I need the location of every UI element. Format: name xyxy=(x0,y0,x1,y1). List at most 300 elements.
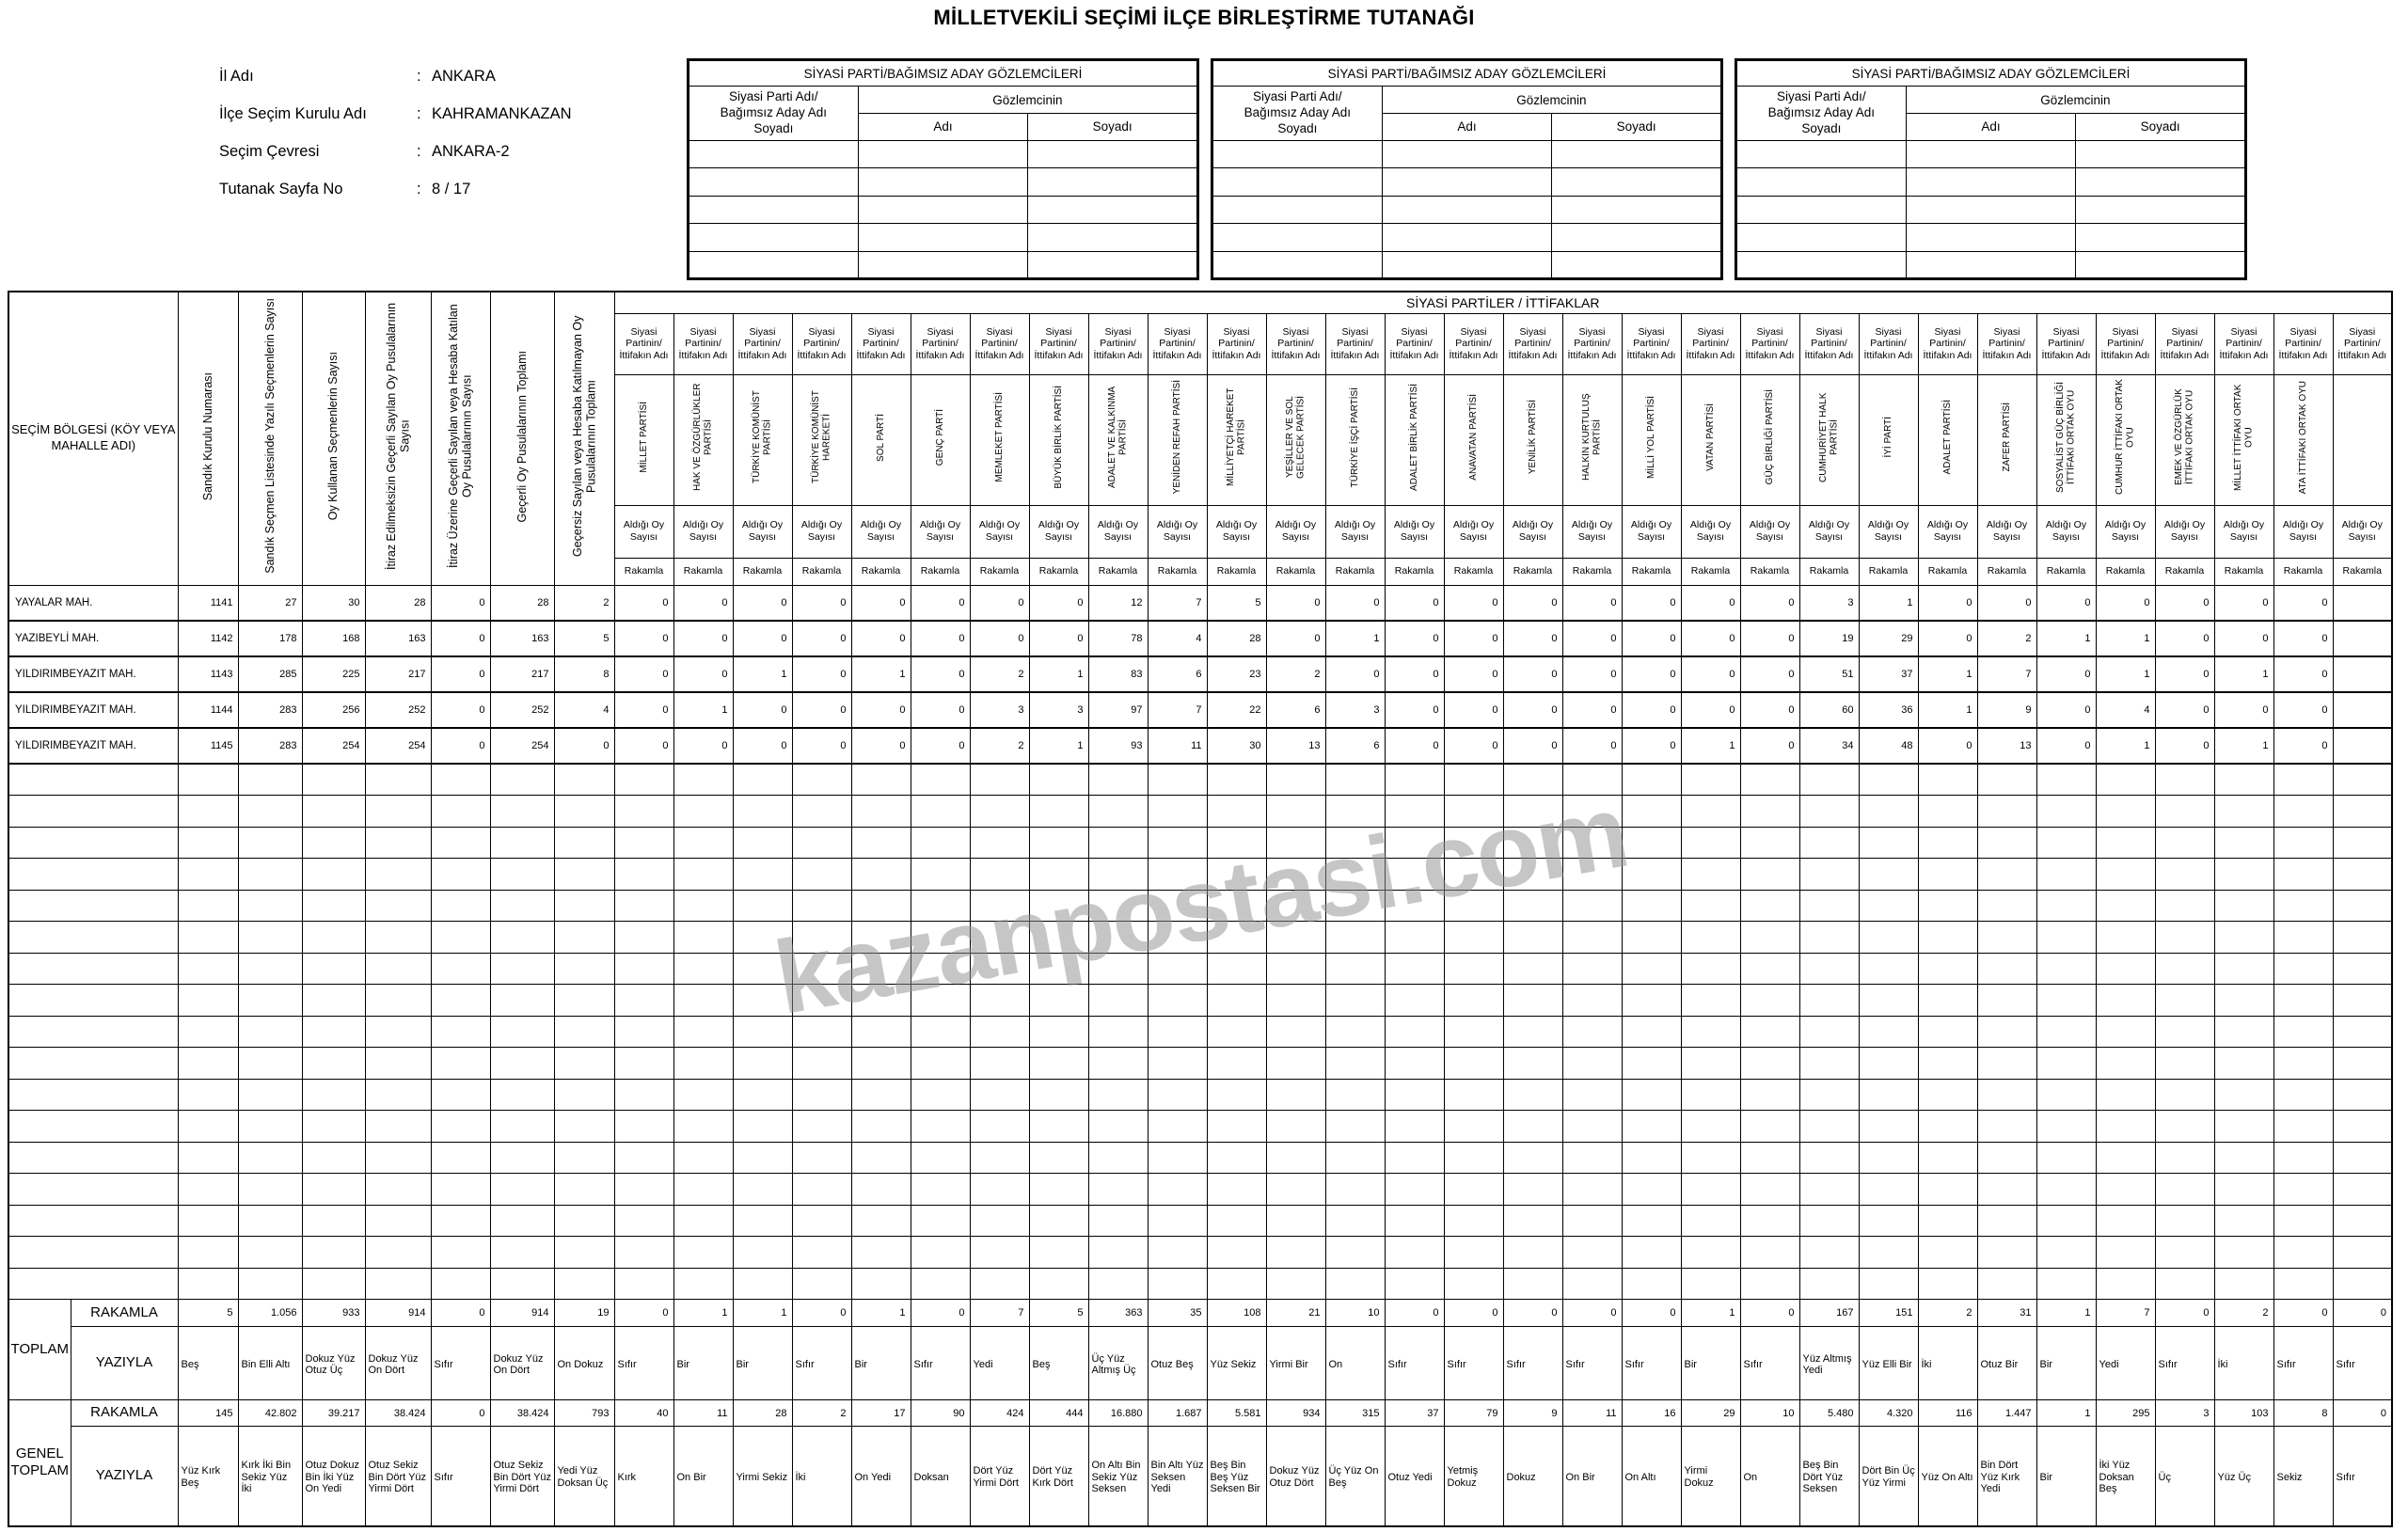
party-name: YENİLİK PARTİSİ xyxy=(1503,374,1562,505)
empty-vote-cell xyxy=(2333,827,2392,859)
empty-stat-cell xyxy=(302,1048,365,1080)
empty-stat-cell xyxy=(554,859,614,891)
empty-vote-cell xyxy=(1918,859,1977,891)
empty-vote-cell xyxy=(1385,827,1444,859)
empty-vote-cell xyxy=(1562,859,1622,891)
empty-vote-cell xyxy=(1148,985,1207,1017)
empty-stat-cell xyxy=(554,1268,614,1300)
empty-vote-cell xyxy=(792,1268,851,1300)
header-info xyxy=(219,68,572,218)
empty-vote-cell xyxy=(1029,1174,1088,1206)
empty-vote-cell xyxy=(1740,985,1799,1017)
empty-stat-cell xyxy=(238,985,302,1017)
party-name: CUMHURİYET HALK PARTİSİ xyxy=(1799,374,1859,505)
votes-received-header: Aldığı Oy Sayısı xyxy=(2214,505,2273,558)
vote-cell: 3 xyxy=(970,692,1029,728)
votes-received-header: Aldığı Oy Sayısı xyxy=(1148,505,1207,558)
party-name: MİLLİYETÇİ HAREKET PARTİSİ xyxy=(1207,374,1266,505)
empty-vote-cell xyxy=(1977,1142,2036,1174)
empty-vote-cell xyxy=(2214,1237,2273,1269)
empty-vote-cell xyxy=(1622,1079,1681,1111)
empty-vote-cell xyxy=(1148,1174,1207,1206)
empty-vote-cell xyxy=(1740,1142,1799,1174)
toplam-vote-number: 0 xyxy=(2273,1300,2333,1327)
vote-cell: 1 xyxy=(1029,656,1088,692)
vote-cell: 0 xyxy=(2036,656,2096,692)
empty-row-name xyxy=(8,1205,178,1237)
empty-vote-cell xyxy=(792,1016,851,1048)
genel-toplam-vote-number: 17 xyxy=(851,1400,911,1427)
observer-cell-first-name xyxy=(1906,224,2076,251)
stat-cell: 283 xyxy=(238,728,302,764)
empty-vote-cell xyxy=(2214,985,2273,1017)
observer-cell-last-name xyxy=(1552,141,1722,168)
empty-vote-cell xyxy=(2273,796,2333,828)
empty-vote-cell xyxy=(614,1048,673,1080)
vote-cell: 97 xyxy=(1088,692,1148,728)
toplam-vote-number: 10 xyxy=(1325,1300,1385,1327)
empty-stat-cell xyxy=(178,890,238,922)
empty-vote-cell xyxy=(1740,859,1799,891)
empty-vote-cell xyxy=(2155,827,2214,859)
empty-vote-cell xyxy=(1681,1079,1740,1111)
empty-vote-cell xyxy=(733,1237,792,1269)
party-col-header: Siyasi Partinin/ İttifakın Adı xyxy=(673,313,733,374)
empty-stat-cell xyxy=(302,922,365,954)
observer-cell-first-name xyxy=(1906,168,2076,196)
empty-vote-cell xyxy=(1207,859,1266,891)
empty-vote-cell xyxy=(2036,1016,2096,1048)
genel-toplam-vote-number: 8 xyxy=(2273,1400,2333,1427)
empty-vote-cell xyxy=(1799,859,1859,891)
empty-vote-cell xyxy=(733,985,792,1017)
empty-stat-cell xyxy=(302,1174,365,1206)
empty-vote-cell xyxy=(970,1016,1029,1048)
empty-stat-cell xyxy=(490,764,554,796)
empty-vote-cell xyxy=(614,827,673,859)
empty-stat-cell xyxy=(365,859,431,891)
party-col-header: Siyasi Partinin/ İttifakın Adı xyxy=(1029,313,1088,374)
observer-cell-first-name xyxy=(1382,224,1552,251)
empty-vote-cell xyxy=(1622,764,1681,796)
vote-cell: 0 xyxy=(2155,728,2214,764)
empty-vote-cell xyxy=(851,1048,911,1080)
empty-vote-cell xyxy=(1799,796,1859,828)
empty-vote-cell xyxy=(1859,827,1918,859)
genel-toplam-vote-text: Üç Yüz On Beş xyxy=(1325,1427,1385,1526)
empty-vote-cell xyxy=(1859,985,1918,1017)
empty-vote-cell xyxy=(1562,1048,1622,1080)
empty-vote-cell xyxy=(1503,827,1562,859)
observer-cell-last-name xyxy=(1552,168,1722,196)
empty-vote-cell xyxy=(911,1205,970,1237)
empty-vote-cell xyxy=(970,1111,1029,1143)
empty-vote-cell xyxy=(1444,1016,1503,1048)
vote-cell: 0 xyxy=(2155,692,2214,728)
empty-stat-cell xyxy=(554,1079,614,1111)
empty-vote-cell xyxy=(1859,1048,1918,1080)
empty-vote-cell xyxy=(1385,1142,1444,1174)
empty-vote-cell xyxy=(2273,1174,2333,1206)
toplam-vote-text: Üç Yüz Altmış Üç xyxy=(1088,1327,1148,1400)
vote-cell: 0 xyxy=(1740,692,1799,728)
toplam-vote-text: Sıfır xyxy=(2273,1327,2333,1400)
empty-vote-cell xyxy=(2273,1016,2333,1048)
empty-vote-cell xyxy=(2155,1142,2214,1174)
empty-vote-cell xyxy=(1503,1048,1562,1080)
empty-vote-cell xyxy=(1977,764,2036,796)
party-col-header: Siyasi Partinin/ İttifakın Adı xyxy=(1799,313,1859,374)
toplam-vote-text: Yedi xyxy=(2096,1327,2155,1400)
vote-cell: 0 xyxy=(2155,585,2214,621)
empty-vote-cell xyxy=(1977,953,2036,985)
empty-vote-cell xyxy=(1740,953,1799,985)
empty-vote-cell xyxy=(1681,764,1740,796)
empty-stat-cell xyxy=(365,922,431,954)
genel-toplam-stat-number: 38.424 xyxy=(365,1400,431,1427)
empty-row-name xyxy=(8,1268,178,1300)
empty-vote-cell xyxy=(1977,1079,2036,1111)
vote-cell: 0 xyxy=(1444,728,1503,764)
empty-vote-cell xyxy=(1029,1079,1088,1111)
stat-cell: 2 xyxy=(554,585,614,621)
empty-vote-cell xyxy=(1622,922,1681,954)
empty-vote-cell xyxy=(614,1205,673,1237)
empty-stat-cell xyxy=(431,859,490,891)
empty-vote-cell xyxy=(911,1237,970,1269)
genel-toplam-vote-text: On Yedi xyxy=(851,1427,911,1526)
genel-toplam-vote-text: Dört Yüz Yirmi Dört xyxy=(970,1427,1029,1526)
main-table-host xyxy=(8,291,2393,1527)
col-header-invalid-total: Geçersiz Sayılan veya Hesaba Katılmayan Oy Pusulalarının Toplamı xyxy=(554,292,614,585)
empty-vote-cell xyxy=(2036,827,2096,859)
empty-vote-cell xyxy=(1681,796,1740,828)
empty-vote-cell xyxy=(792,922,851,954)
party-name: TÜRKİYE KOMÜNİST HAREKETİ xyxy=(792,374,851,505)
party-name: ADALET BİRLİK PARTİSİ xyxy=(1385,374,1444,505)
genel-toplam-vote-text: Sekiz xyxy=(2273,1427,2333,1526)
vote-cell: 11 xyxy=(1148,728,1207,764)
empty-stat-cell xyxy=(365,1016,431,1048)
observer-table-grid xyxy=(687,58,1199,280)
empty-vote-cell xyxy=(1029,1111,1088,1143)
empty-stat-cell xyxy=(431,1237,490,1269)
vote-cell: 0 xyxy=(1562,656,1622,692)
empty-vote-cell xyxy=(2214,827,2273,859)
toplam-vote-number: 0 xyxy=(1622,1300,1681,1327)
empty-vote-cell xyxy=(2214,1079,2273,1111)
empty-vote-cell xyxy=(2333,764,2392,796)
stat-cell: 27 xyxy=(238,585,302,621)
empty-vote-cell xyxy=(1207,1142,1266,1174)
empty-vote-cell xyxy=(1444,890,1503,922)
empty-vote-cell xyxy=(792,827,851,859)
empty-stat-cell xyxy=(490,827,554,859)
vote-cell: 22 xyxy=(1207,692,1266,728)
party-col-header: Siyasi Partinin/ İttifakın Adı xyxy=(1859,313,1918,374)
empty-vote-cell xyxy=(1088,1268,1148,1300)
vote-cell: 5 xyxy=(1207,585,1266,621)
rakamla-header: Rakamla xyxy=(1681,558,1740,585)
party-name: HAK VE ÖZGÜRLÜKLER PARTİSİ xyxy=(673,374,733,505)
empty-vote-cell xyxy=(2273,1142,2333,1174)
empty-row-name xyxy=(8,1142,178,1174)
empty-vote-cell xyxy=(2333,796,2392,828)
empty-stat-cell xyxy=(431,796,490,828)
votes-received-header: Aldığı Oy Sayısı xyxy=(2096,505,2155,558)
vote-cell: 0 xyxy=(911,585,970,621)
vote-cell: 0 xyxy=(614,692,673,728)
empty-vote-cell xyxy=(851,1205,911,1237)
observer-col-first-name: Adı xyxy=(858,113,1028,140)
empty-vote-cell xyxy=(1385,1174,1444,1206)
vote-cell: 1 xyxy=(1681,728,1740,764)
stat-cell: 252 xyxy=(490,692,554,728)
rakamla-header: Rakamla xyxy=(1207,558,1266,585)
toplam-stat-number: 1.056 xyxy=(238,1300,302,1327)
observer-cell-last-name xyxy=(1028,196,1198,223)
stat-cell: 1141 xyxy=(178,585,238,621)
vote-cell: 0 xyxy=(2036,728,2096,764)
empty-vote-cell xyxy=(2214,859,2273,891)
row-name: YAYALAR MAH. xyxy=(8,585,178,621)
votes-received-header: Aldığı Oy Sayısı xyxy=(1622,505,1681,558)
info-label: Tutanak Sayfa No xyxy=(219,181,343,197)
empty-vote-cell xyxy=(1977,1048,2036,1080)
stat-cell: 1144 xyxy=(178,692,238,728)
vote-cell: 1 xyxy=(733,656,792,692)
empty-vote-cell xyxy=(1740,1016,1799,1048)
votes-received-header: Aldığı Oy Sayısı xyxy=(1444,505,1503,558)
empty-vote-cell xyxy=(1325,985,1385,1017)
vote-cell xyxy=(2333,656,2392,692)
empty-stat-cell xyxy=(238,1237,302,1269)
empty-stat-cell xyxy=(365,1048,431,1080)
vote-cell: 0 xyxy=(1503,621,1562,656)
empty-vote-cell xyxy=(733,890,792,922)
rakamla-header: Rakamla xyxy=(1562,558,1622,585)
vote-cell: 0 xyxy=(673,621,733,656)
empty-vote-cell xyxy=(1088,1016,1148,1048)
party-name: VATAN PARTİSİ xyxy=(1681,374,1740,505)
vote-cell: 1 xyxy=(2214,728,2273,764)
vote-cell: 0 xyxy=(2036,585,2096,621)
empty-stat-cell xyxy=(490,1142,554,1174)
empty-vote-cell xyxy=(1503,953,1562,985)
vote-cell: 0 xyxy=(2273,692,2333,728)
party-name: BÜYÜK BİRLİK PARTİSİ xyxy=(1029,374,1088,505)
toplam-vote-text: Yüz Elli Bir xyxy=(1859,1327,1918,1400)
toplam-vote-text: Bir xyxy=(673,1327,733,1400)
genel-toplam-vote-text: On Altı Bin Sekiz Yüz Seksen xyxy=(1088,1427,1148,1526)
empty-vote-cell xyxy=(614,796,673,828)
empty-vote-cell xyxy=(2273,922,2333,954)
empty-row-name xyxy=(8,1237,178,1269)
empty-stat-cell xyxy=(431,1079,490,1111)
rakamla-header: Rakamla xyxy=(1385,558,1444,585)
empty-vote-cell xyxy=(851,796,911,828)
empty-vote-cell xyxy=(1681,1174,1740,1206)
empty-vote-cell xyxy=(1444,922,1503,954)
empty-vote-cell xyxy=(733,796,792,828)
empty-vote-cell xyxy=(1444,827,1503,859)
vote-cell: 0 xyxy=(792,656,851,692)
empty-vote-cell xyxy=(1266,890,1325,922)
empty-vote-cell xyxy=(2096,827,2155,859)
observer-cell-party xyxy=(1736,168,1907,196)
vote-cell: 1 xyxy=(1325,621,1385,656)
empty-vote-cell xyxy=(1266,953,1325,985)
genel-toplam-vote-text: Kırk xyxy=(614,1427,673,1526)
empty-stat-cell xyxy=(178,985,238,1017)
empty-vote-cell xyxy=(1385,890,1444,922)
empty-vote-cell xyxy=(1918,890,1977,922)
empty-stat-cell xyxy=(490,1237,554,1269)
empty-vote-cell xyxy=(1918,1111,1977,1143)
empty-stat-cell xyxy=(554,764,614,796)
empty-stat-cell xyxy=(178,1268,238,1300)
empty-vote-cell xyxy=(1029,953,1088,985)
empty-vote-cell xyxy=(2036,1268,2096,1300)
vote-cell: 2 xyxy=(1977,621,2036,656)
party-name: İYİ PARTİ xyxy=(1859,374,1918,505)
party-col-header: Siyasi Partinin/ İttifakın Adı xyxy=(1681,313,1740,374)
vote-cell: 34 xyxy=(1799,728,1859,764)
empty-vote-cell xyxy=(1029,796,1088,828)
vote-cell: 1 xyxy=(2214,656,2273,692)
row-name: YILDIRIMBEYAZIT MAH. xyxy=(8,692,178,728)
observer-cell-party xyxy=(1736,196,1907,223)
empty-vote-cell xyxy=(1444,1237,1503,1269)
empty-vote-cell xyxy=(970,859,1029,891)
genel-toplam-stat-text: Otuz Dokuz Bin İki Yüz On Yedi xyxy=(302,1427,365,1526)
toplam-vote-number: 151 xyxy=(1859,1300,1918,1327)
empty-vote-cell xyxy=(911,859,970,891)
stat-cell: 254 xyxy=(365,728,431,764)
empty-vote-cell xyxy=(2096,764,2155,796)
empty-vote-cell xyxy=(851,1142,911,1174)
vote-cell: 23 xyxy=(1207,656,1266,692)
empty-vote-cell xyxy=(2273,764,2333,796)
empty-stat-cell xyxy=(365,1268,431,1300)
toplam-vote-number: 0 xyxy=(1385,1300,1444,1327)
empty-vote-cell xyxy=(792,1079,851,1111)
empty-vote-cell xyxy=(1385,1205,1444,1237)
genel-toplam-vote-text: Yüz Üç xyxy=(2214,1427,2273,1526)
empty-vote-cell xyxy=(970,953,1029,985)
empty-vote-cell xyxy=(1681,1142,1740,1174)
empty-vote-cell xyxy=(792,890,851,922)
genel-toplam-vote-text: On Bir xyxy=(673,1427,733,1526)
empty-vote-cell xyxy=(1681,1205,1740,1237)
empty-vote-cell xyxy=(2214,1142,2273,1174)
empty-vote-cell xyxy=(792,1174,851,1206)
observer-cell-first-name xyxy=(858,141,1028,168)
empty-vote-cell xyxy=(1385,922,1444,954)
empty-vote-cell xyxy=(851,1079,911,1111)
empty-vote-cell xyxy=(1503,1174,1562,1206)
empty-vote-cell xyxy=(673,859,733,891)
vote-cell: 0 xyxy=(1681,621,1740,656)
vote-cell: 1 xyxy=(1918,656,1977,692)
empty-vote-cell xyxy=(911,1111,970,1143)
vote-cell: 48 xyxy=(1859,728,1918,764)
empty-vote-cell xyxy=(1385,796,1444,828)
party-col-header: Siyasi Partinin/ İttifakın Adı xyxy=(2333,313,2392,374)
votes-received-header: Aldığı Oy Sayısı xyxy=(1799,505,1859,558)
empty-vote-cell xyxy=(792,1237,851,1269)
vote-cell: 78 xyxy=(1088,621,1148,656)
empty-stat-cell xyxy=(490,859,554,891)
empty-vote-cell xyxy=(970,985,1029,1017)
empty-stat-cell xyxy=(365,1205,431,1237)
empty-vote-cell xyxy=(733,1111,792,1143)
genel-toplam-vote-number: 1.687 xyxy=(1148,1400,1207,1427)
empty-vote-cell xyxy=(1444,1268,1503,1300)
vote-cell: 0 xyxy=(1266,621,1325,656)
toplam-stat-text: On Dokuz xyxy=(554,1327,614,1400)
toplam-stat-number: 914 xyxy=(490,1300,554,1327)
genel-toplam-vote-number: 10 xyxy=(1740,1400,1799,1427)
empty-vote-cell xyxy=(1385,985,1444,1017)
empty-vote-cell xyxy=(2214,1205,2273,1237)
empty-vote-cell xyxy=(1503,796,1562,828)
toplam-vote-text: Bir xyxy=(1681,1327,1740,1400)
vote-cell: 0 xyxy=(2214,585,2273,621)
empty-stat-cell xyxy=(431,953,490,985)
genel-toplam-vote-text: Dört Bin Üç Yüz Yirmi xyxy=(1859,1427,1918,1526)
stat-cell: 28 xyxy=(490,585,554,621)
empty-vote-cell xyxy=(1562,827,1622,859)
genel-toplam-vote-number: 116 xyxy=(1918,1400,1977,1427)
empty-vote-cell xyxy=(1148,827,1207,859)
party-col-header: Siyasi Partinin/ İttifakın Adı xyxy=(1622,313,1681,374)
empty-stat-cell xyxy=(178,796,238,828)
genel-toplam-vote-number: 9 xyxy=(1503,1400,1562,1427)
info-row-page-no xyxy=(219,181,572,218)
empty-vote-cell xyxy=(2273,1048,2333,1080)
empty-vote-cell xyxy=(2214,1111,2273,1143)
empty-vote-cell xyxy=(1088,1048,1148,1080)
info-row-district-board xyxy=(219,105,572,143)
empty-vote-cell xyxy=(1029,985,1088,1017)
empty-vote-cell xyxy=(2155,1016,2214,1048)
empty-row-name xyxy=(8,985,178,1017)
vote-cell: 0 xyxy=(733,621,792,656)
empty-vote-cell xyxy=(1562,764,1622,796)
empty-stat-cell xyxy=(554,1016,614,1048)
toplam-stat-number: 5 xyxy=(178,1300,238,1327)
vote-cell: 1 xyxy=(673,692,733,728)
empty-vote-cell xyxy=(2214,1268,2273,1300)
stat-cell: 5 xyxy=(554,621,614,656)
empty-vote-cell xyxy=(2333,1268,2392,1300)
party-col-header: Siyasi Partinin/ İttifakın Adı xyxy=(792,313,851,374)
toplam-vote-text: Beş xyxy=(1029,1327,1088,1400)
empty-vote-cell xyxy=(911,922,970,954)
empty-vote-cell xyxy=(1029,1268,1088,1300)
vote-cell: 37 xyxy=(1859,656,1918,692)
observer-table xyxy=(1735,58,2247,280)
toplam-stat-text: Beş xyxy=(178,1327,238,1400)
empty-stat-cell xyxy=(490,796,554,828)
empty-vote-cell xyxy=(614,890,673,922)
info-separator: : xyxy=(417,181,421,197)
genel-toplam-stat-text: Otuz Sekiz Bin Dört Yüz Yirmi Dört xyxy=(365,1427,431,1526)
vote-cell: 13 xyxy=(1266,728,1325,764)
empty-vote-cell xyxy=(1740,1205,1799,1237)
empty-vote-cell xyxy=(2036,1237,2096,1269)
